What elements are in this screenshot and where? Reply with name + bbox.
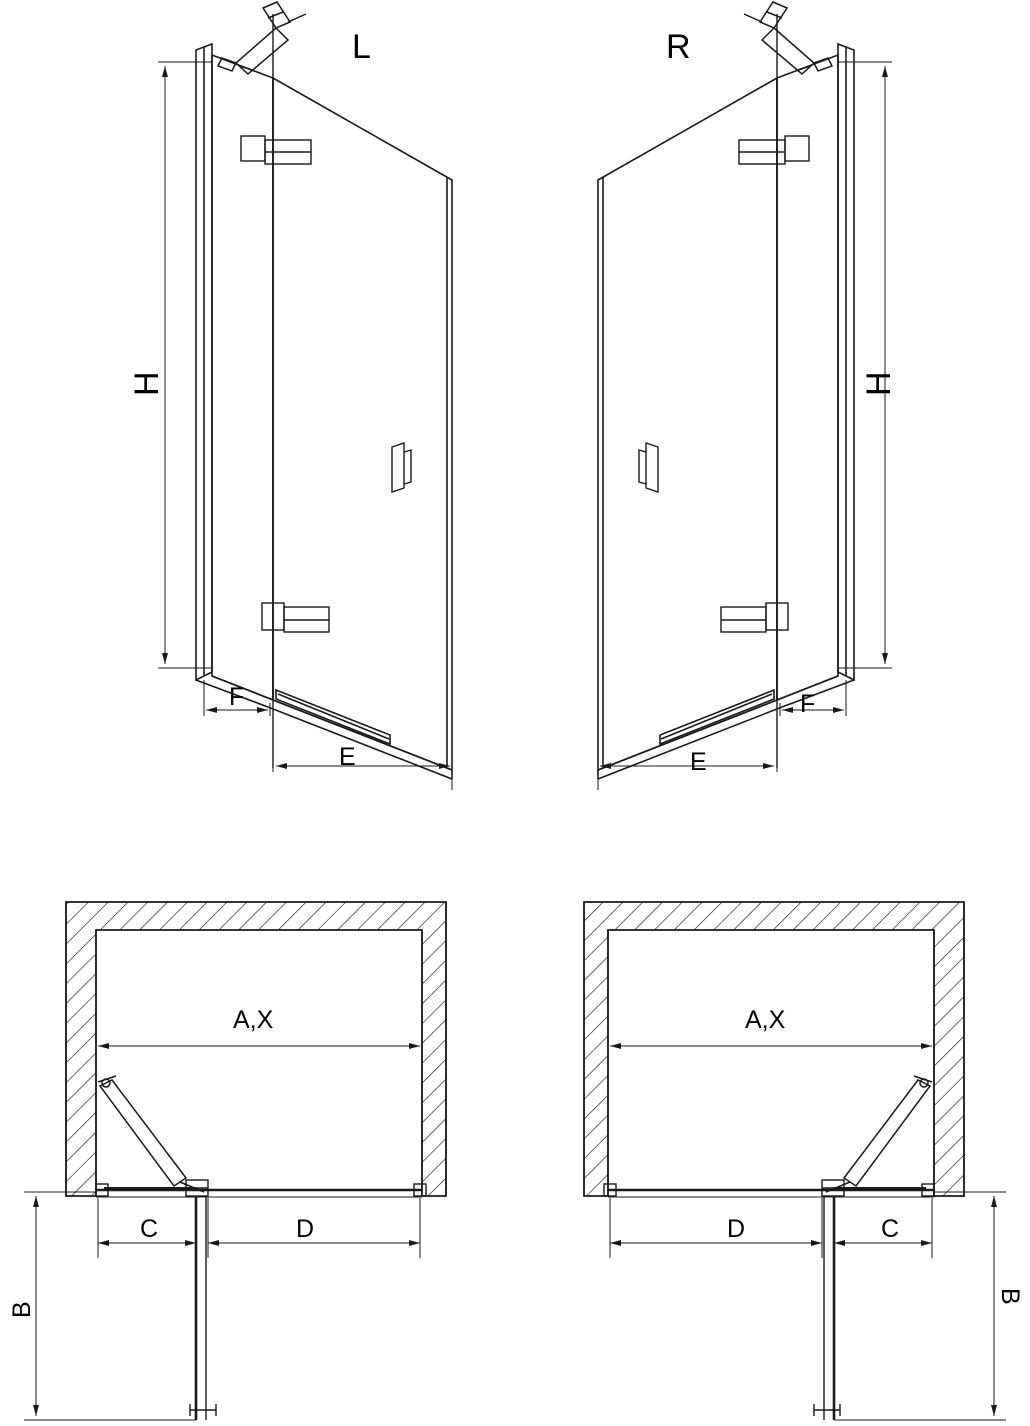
dim-label-b-left: B — [8, 1301, 36, 1318]
dim-label-f-left: F — [229, 683, 245, 711]
dim-label-h-left: H — [128, 371, 166, 396]
dim-label-ax-left: A,X — [233, 1006, 274, 1034]
dim-label-d-left: D — [296, 1215, 315, 1243]
label-left-hand: L — [352, 28, 371, 66]
dim-label-c-right: C — [881, 1215, 900, 1243]
dim-label-h-right: H — [860, 371, 898, 396]
dim-label-e-left: E — [339, 743, 356, 771]
plan-left-view — [24, 902, 446, 1420]
dim-label-f-right: F — [800, 690, 816, 718]
plan-right-view — [584, 902, 1006, 1420]
dim-label-b-right: B — [996, 1288, 1024, 1305]
dim-label-d-right: D — [727, 1215, 746, 1243]
elevation-left-view — [158, 2, 452, 790]
label-right-hand: R — [666, 28, 691, 66]
dim-label-ax-right: A,X — [745, 1006, 786, 1034]
dim-label-c-left: C — [140, 1215, 159, 1243]
dim-label-e-right: E — [690, 748, 707, 776]
